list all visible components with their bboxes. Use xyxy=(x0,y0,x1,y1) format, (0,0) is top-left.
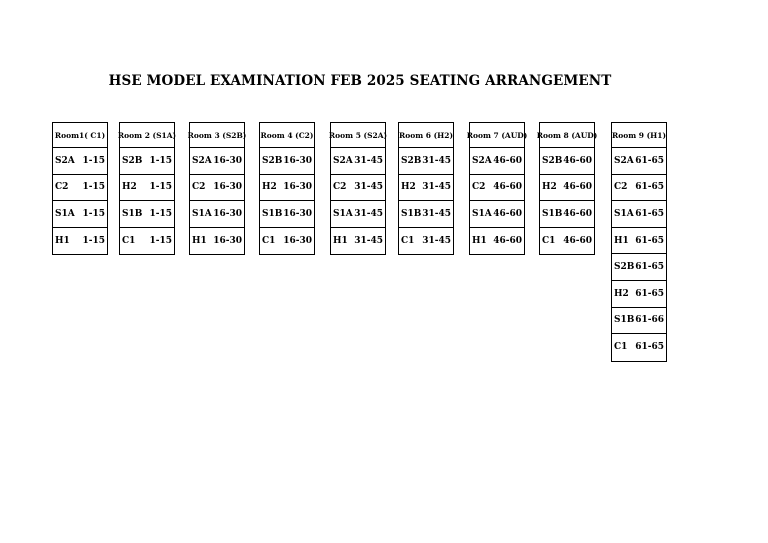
table-row xyxy=(612,201,666,228)
table-row xyxy=(190,175,244,202)
table-row xyxy=(540,228,594,255)
table-row xyxy=(53,175,107,202)
range-cell: 46-60 xyxy=(493,155,522,166)
table-row xyxy=(190,148,244,175)
range-cell: 16-30 xyxy=(283,236,312,247)
class-cell: H1 xyxy=(333,236,348,247)
table-row xyxy=(120,228,174,255)
range-cell: 1-15 xyxy=(82,182,105,193)
class-cell: C1 xyxy=(614,342,628,353)
class-cell: S1B xyxy=(614,315,635,326)
class-cell: H1 xyxy=(614,235,629,246)
range-cell: 61-65 xyxy=(635,182,664,193)
range-cell: 31-45 xyxy=(354,208,383,219)
range-cell: 16-30 xyxy=(213,182,242,193)
class-cell: H2 xyxy=(262,182,277,193)
class-cell: H2 xyxy=(401,182,416,193)
range-cell: 16-30 xyxy=(283,182,312,193)
range-cell: 61-65 xyxy=(635,208,664,219)
range-cell: 61-65 xyxy=(635,155,664,166)
table-row xyxy=(540,201,594,228)
table-row xyxy=(612,334,666,361)
room-header: Room 6 (H2) xyxy=(399,123,453,148)
room-header: Room 5 (S2A) xyxy=(331,123,385,148)
class-cell: C2 xyxy=(55,182,69,193)
table-row xyxy=(53,148,107,175)
range-cell: 61-65 xyxy=(635,288,664,299)
class-cell: S1A xyxy=(333,208,353,219)
room-table-2 xyxy=(119,122,175,255)
table-row xyxy=(260,201,314,228)
table-row xyxy=(190,201,244,228)
room-table-7 xyxy=(466,122,528,255)
class-cell: H1 xyxy=(192,236,207,247)
room-table-1 xyxy=(52,122,108,255)
class-cell: H2 xyxy=(122,182,137,193)
class-cell: C2 xyxy=(333,182,347,193)
class-cell: C1 xyxy=(401,236,415,247)
class-cell: S1A xyxy=(614,208,634,219)
range-cell: 16-30 xyxy=(213,208,242,219)
room-table-6 xyxy=(398,122,454,255)
class-cell: S1B xyxy=(401,208,422,219)
room-header: Room 3 (S2B) xyxy=(190,123,244,148)
range-cell: 46-60 xyxy=(563,208,592,219)
range-cell: 31-45 xyxy=(422,208,451,219)
class-cell: S2B xyxy=(401,155,422,166)
room-header: Room 9 (H1) xyxy=(612,123,666,148)
range-cell: 61-65 xyxy=(635,262,664,273)
class-cell: C1 xyxy=(262,236,276,247)
table-row xyxy=(612,281,666,308)
range-cell: 1-15 xyxy=(149,208,172,219)
range-cell: 61-65 xyxy=(635,342,664,353)
range-cell: 31-45 xyxy=(422,182,451,193)
class-cell: S2A xyxy=(192,155,212,166)
room-header: Room1( C1) xyxy=(53,123,107,148)
class-cell: S2B xyxy=(542,155,563,166)
class-cell: S1A xyxy=(472,208,492,219)
table-row xyxy=(612,148,666,175)
class-cell: S2A xyxy=(333,155,353,166)
class-cell: S2B xyxy=(614,262,635,273)
table-row xyxy=(260,175,314,202)
class-cell: H1 xyxy=(55,236,70,247)
range-cell: 46-60 xyxy=(493,236,522,247)
table-row xyxy=(120,175,174,202)
table-row xyxy=(612,254,666,281)
class-cell: S1A xyxy=(55,208,75,219)
class-cell: C1 xyxy=(542,236,556,247)
class-cell: S2B xyxy=(122,155,143,166)
class-cell: C2 xyxy=(472,182,486,193)
range-cell: 46-60 xyxy=(563,182,592,193)
table-row xyxy=(399,228,453,255)
table-row xyxy=(612,228,666,255)
range-cell: 1-15 xyxy=(82,155,105,166)
class-cell: H2 xyxy=(542,182,557,193)
room-table-3 xyxy=(189,122,245,255)
table-row xyxy=(399,201,453,228)
range-cell: 61-66 xyxy=(635,315,664,326)
class-cell: S1A xyxy=(192,208,212,219)
range-cell: 16-30 xyxy=(213,236,242,247)
room-table-9 xyxy=(611,122,667,362)
class-cell: S1B xyxy=(122,208,143,219)
range-cell: 46-60 xyxy=(563,155,592,166)
table-row xyxy=(260,148,314,175)
table-row xyxy=(331,201,385,228)
table-row xyxy=(260,228,314,255)
table-row xyxy=(612,308,666,335)
table-row xyxy=(53,228,107,255)
room-header: Room 4 (C2) xyxy=(260,123,314,148)
range-cell: 31-45 xyxy=(354,236,383,247)
class-cell: C1 xyxy=(122,236,136,247)
class-cell: S1B xyxy=(262,208,283,219)
table-row xyxy=(540,175,594,202)
table-row xyxy=(540,148,594,175)
table-row xyxy=(190,228,244,255)
class-cell: H1 xyxy=(472,236,487,247)
class-cell: S2B xyxy=(262,155,283,166)
table-row xyxy=(470,175,524,202)
range-cell: 46-60 xyxy=(563,236,592,247)
page-title: HSE MODEL EXAMINATION FEB 2025 SEATING ARRANGEMENT xyxy=(108,73,612,89)
range-cell: 61-65 xyxy=(635,235,664,246)
range-cell: 31-45 xyxy=(354,182,383,193)
range-cell: 46-60 xyxy=(493,208,522,219)
table-row xyxy=(120,148,174,175)
room-header: Room 7 (AUD) xyxy=(470,123,524,148)
range-cell: 16-30 xyxy=(283,208,312,219)
range-cell: 1-15 xyxy=(149,182,172,193)
range-cell: 46-60 xyxy=(493,182,522,193)
table-row xyxy=(331,175,385,202)
table-row xyxy=(399,175,453,202)
room-header: Room 2 (S1A) xyxy=(120,123,174,148)
class-cell: S1B xyxy=(542,208,563,219)
range-cell: 1-15 xyxy=(82,208,105,219)
range-cell: 31-45 xyxy=(422,236,451,247)
range-cell: 31-45 xyxy=(422,155,451,166)
table-row xyxy=(331,148,385,175)
range-cell: 16-30 xyxy=(213,155,242,166)
table-row xyxy=(470,201,524,228)
range-cell: 16-30 xyxy=(283,155,312,166)
class-cell: C2 xyxy=(614,182,628,193)
table-row xyxy=(331,228,385,255)
room-table-8 xyxy=(536,122,598,255)
class-cell: S2A xyxy=(472,155,492,166)
table-row xyxy=(399,148,453,175)
range-cell: 1-15 xyxy=(149,155,172,166)
range-cell: 1-15 xyxy=(149,236,172,247)
table-row xyxy=(120,201,174,228)
class-cell: S2A xyxy=(55,155,75,166)
table-row xyxy=(53,201,107,228)
class-cell: C2 xyxy=(192,182,206,193)
class-cell: S2A xyxy=(614,155,634,166)
range-cell: 31-45 xyxy=(354,155,383,166)
table-row xyxy=(612,175,666,202)
room-table-5 xyxy=(330,122,386,255)
table-row xyxy=(470,148,524,175)
class-cell: H2 xyxy=(614,288,629,299)
table-row xyxy=(470,228,524,255)
range-cell: 1-15 xyxy=(82,236,105,247)
room-table-4 xyxy=(259,122,315,255)
room-header: Room 8 (AUD) xyxy=(540,123,594,148)
